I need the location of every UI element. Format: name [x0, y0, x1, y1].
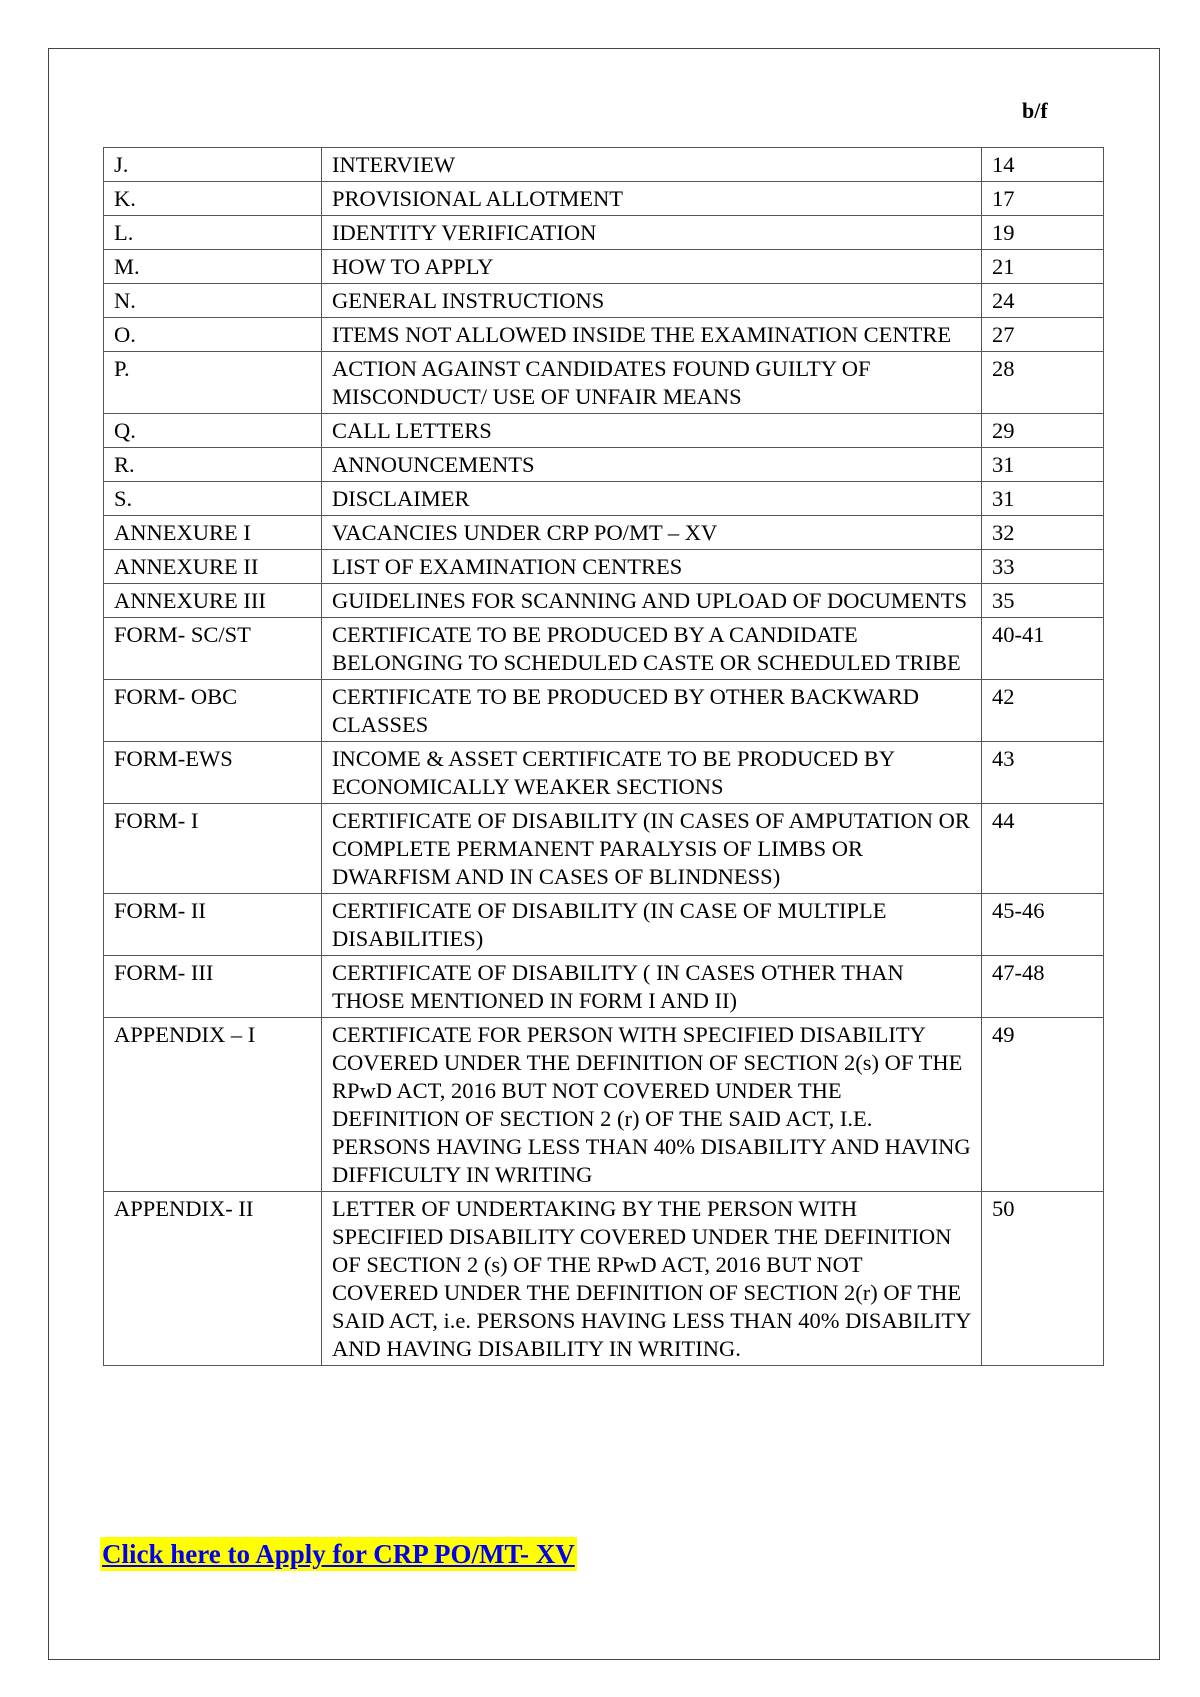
section-title-cell: CERTIFICATE OF DISABILITY (IN CASES OF AMPUTATION OR COMPLETE PERMANENT PARALYSIS OF LIMBS OR DWARFISM AND IN CASES OF BLINDNESS): [322, 804, 982, 894]
section-code-cell: APPENDIX- II: [104, 1192, 322, 1366]
page-number-cell: 47-48: [982, 956, 1104, 1018]
page-number-cell: 17: [982, 182, 1104, 216]
contents-table: [103, 147, 1104, 1366]
section-code-cell: FORM- OBC: [104, 680, 322, 742]
page-number-cell: 49: [982, 1018, 1104, 1192]
section-code-cell: S.: [104, 482, 322, 516]
section-code-cell: N.: [104, 284, 322, 318]
section-code-cell: FORM- I: [104, 804, 322, 894]
table-row: [104, 516, 1104, 550]
section-code-cell: ANNEXURE II: [104, 550, 322, 584]
section-code-cell: FORM-EWS: [104, 742, 322, 804]
apply-link[interactable]: Click here to Apply for CRP PO/MT- XV: [102, 1539, 575, 1569]
page-number-cell: 21: [982, 250, 1104, 284]
page-number-cell: 42: [982, 680, 1104, 742]
section-code-cell: R.: [104, 448, 322, 482]
page-number-cell: 29: [982, 414, 1104, 448]
section-title-cell: IDENTITY VERIFICATION: [322, 216, 982, 250]
section-title-cell: VACANCIES UNDER CRP PO/MT – XV: [322, 516, 982, 550]
table-row: [104, 742, 1104, 804]
section-title-cell: CERTIFICATE TO BE PRODUCED BY OTHER BACKWARD CLASSES: [322, 680, 982, 742]
section-title-cell: DISCLAIMER: [322, 482, 982, 516]
page-number-cell: 19: [982, 216, 1104, 250]
page-number-cell: 45-46: [982, 894, 1104, 956]
section-code-cell: J.: [104, 148, 322, 182]
page-number-cell: 28: [982, 352, 1104, 414]
page-number-cell: 44: [982, 804, 1104, 894]
table-row: [104, 956, 1104, 1018]
table-row: [104, 1192, 1104, 1366]
section-title-cell: ITEMS NOT ALLOWED INSIDE THE EXAMINATION CENTRE: [322, 318, 982, 352]
table-row: [104, 1018, 1104, 1192]
section-title-cell: LETTER OF UNDERTAKING BY THE PERSON WITH SPECIFIED DISABILITY COVERED UNDER THE DEFINITION OF SECTION 2 (s) OF THE RPwD ACT, 2016 BUT NOT COVERED UNDER THE DEFINITION OF SECTION 2(r) OF THE SAID ACT, i.e. PERSONS HAVING LESS THAN 40% DISABILITY AND HAVING DISABILITY IN WRITING.: [322, 1192, 982, 1366]
section-code-cell: P.: [104, 352, 322, 414]
section-title-cell: HOW TO APPLY: [322, 250, 982, 284]
page-number-cell: 35: [982, 584, 1104, 618]
section-title-cell: CALL LETTERS: [322, 414, 982, 448]
section-code-cell: FORM- III: [104, 956, 322, 1018]
section-title-cell: CERTIFICATE OF DISABILITY (IN CASE OF MULTIPLE DISABILITIES): [322, 894, 982, 956]
table-row: [104, 482, 1104, 516]
page-number-cell: 27: [982, 318, 1104, 352]
section-code-cell: L.: [104, 216, 322, 250]
page-number-cell: 50: [982, 1192, 1104, 1366]
section-code-cell: K.: [104, 182, 322, 216]
table-row: [104, 318, 1104, 352]
page-number-cell: 14: [982, 148, 1104, 182]
section-title-cell: CERTIFICATE FOR PERSON WITH SPECIFIED DISABILITY COVERED UNDER THE DEFINITION OF SECTION 2(s) OF THE RPwD ACT, 2016 BUT NOT COVERED UNDER THE DEFINITION OF SECTION 2 (r) OF THE SAID ACT, I.E. PERSONS HAVING LESS THAN 40% DISABILITY AND HAVING DIFFICULTY IN WRITING: [322, 1018, 982, 1192]
section-title-cell: CERTIFICATE OF DISABILITY ( IN CASES OTHER THAN THOSE MENTIONED IN FORM I AND II): [322, 956, 982, 1018]
table-row: [104, 448, 1104, 482]
table-row: [104, 680, 1104, 742]
table-row: [104, 284, 1104, 318]
table-row: [104, 352, 1104, 414]
section-title-cell: PROVISIONAL ALLOTMENT: [322, 182, 982, 216]
page-number-cell: 32: [982, 516, 1104, 550]
table-row: [104, 584, 1104, 618]
section-title-cell: ACTION AGAINST CANDIDATES FOUND GUILTY OF MISCONDUCT/ USE OF UNFAIR MEANS: [322, 352, 982, 414]
section-title-cell: GUIDELINES FOR SCANNING AND UPLOAD OF DOCUMENTS: [322, 584, 982, 618]
section-code-cell: M.: [104, 250, 322, 284]
table-row: [104, 250, 1104, 284]
table-row: [104, 550, 1104, 584]
page-number-cell: 31: [982, 448, 1104, 482]
section-code-cell: FORM- II: [104, 894, 322, 956]
section-title-cell: LIST OF EXAMINATION CENTRES: [322, 550, 982, 584]
section-title-cell: ANNOUNCEMENTS: [322, 448, 982, 482]
section-title-cell: CERTIFICATE TO BE PRODUCED BY A CANDIDATE BELONGING TO SCHEDULED CASTE OR SCHEDULED TRIBE: [322, 618, 982, 680]
contents-table-body: [104, 148, 1104, 1366]
section-title-cell: GENERAL INSTRUCTIONS: [322, 284, 982, 318]
table-row: [104, 894, 1104, 956]
page-number-cell: 24: [982, 284, 1104, 318]
table-row: [104, 216, 1104, 250]
page-number-cell: 31: [982, 482, 1104, 516]
section-code-cell: APPENDIX – I: [104, 1018, 322, 1192]
section-title-cell: INCOME & ASSET CERTIFICATE TO BE PRODUCED BY ECONOMICALLY WEAKER SECTIONS: [322, 742, 982, 804]
table-row: [104, 414, 1104, 448]
page-number-cell: 33: [982, 550, 1104, 584]
section-code-cell: ANNEXURE III: [104, 584, 322, 618]
table-row: [104, 182, 1104, 216]
section-code-cell: ANNEXURE I: [104, 516, 322, 550]
section-title-cell: INTERVIEW: [322, 148, 982, 182]
table-row: [104, 148, 1104, 182]
page-number-cell: 40-41: [982, 618, 1104, 680]
table-row: [104, 804, 1104, 894]
brought-forward-label: b/f: [1022, 98, 1048, 123]
section-code-cell: Q.: [104, 414, 322, 448]
page-number-cell: 43: [982, 742, 1104, 804]
section-code-cell: FORM- SC/ST: [104, 618, 322, 680]
section-code-cell: O.: [104, 318, 322, 352]
table-row: [104, 618, 1104, 680]
